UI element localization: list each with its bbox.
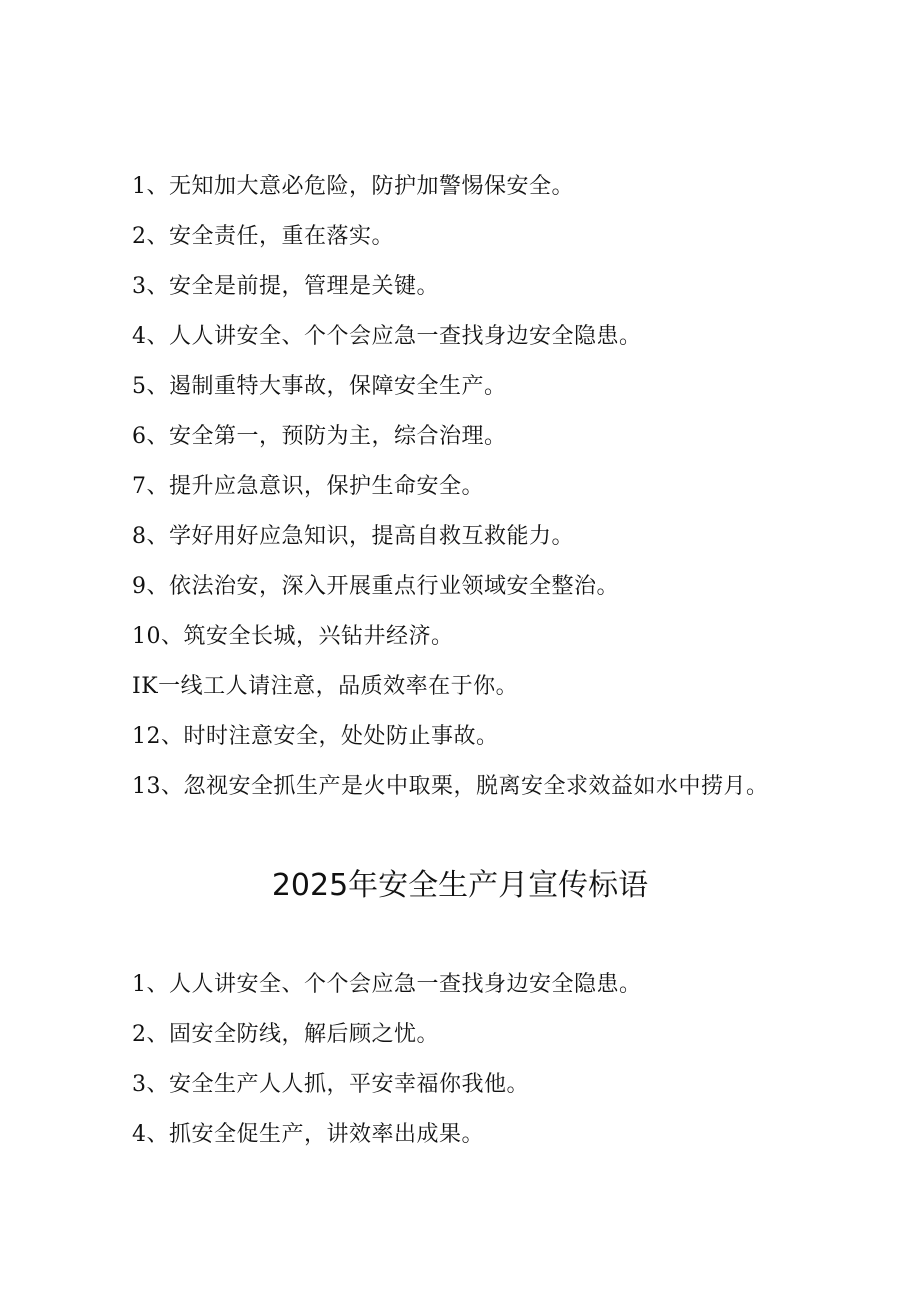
slogan-item: 3、安全生产人人抓，平安幸福你我他。: [132, 1072, 529, 1097]
slogan-item: 1、人人讲安全、个个会应急一查找身边安全隐患。: [132, 972, 642, 997]
slogan-item: 2、固安全防线，解后顾之忧。: [132, 1022, 439, 1047]
slogan-list-2: [132, 960, 792, 1160]
slogan-item: 4、人人讲安全、个个会应急一查找身边安全隐患。: [132, 324, 642, 349]
slogan-item: 6、安全第一，预防为主，综合治理。: [132, 424, 507, 449]
slogan-item: 8、学好用好应急知识，提高自救互救能力。: [132, 524, 574, 549]
slogan-item: 7、提升应急意识，保护生命安全。: [132, 474, 484, 499]
page-title: 2025年安全生产月宣传标语: [271, 868, 649, 903]
slogan-item: 4、抓安全促生产，讲效率出成果。: [132, 1122, 484, 1147]
slogan-item: 13、忽视安全抓生产是火中取栗，脱离安全求效益如水中捞月。: [132, 774, 769, 799]
slogan-item: 5、遏制重特大事故，保障安全生产。: [132, 374, 507, 399]
slogan-item: 12、时时注意安全，处处防止事故。: [132, 724, 499, 749]
slogan-item: IK一线工人请注意，品质效率在于你。: [132, 674, 519, 699]
slogan-item: 10、筑安全长城，兴钻井经济。: [132, 624, 454, 649]
slogan-item: 2、安全责任，重在落实。: [132, 224, 394, 249]
slogan-list-1: [132, 162, 792, 812]
slogan-item: 3、安全是前提，管理是关键。: [132, 274, 439, 299]
slogan-item: 1、无知加大意必危险，防护加警惕保安全。: [132, 174, 574, 199]
slogan-item: 9、依法治安，深入开展重点行业领域安全整治。: [132, 574, 619, 599]
